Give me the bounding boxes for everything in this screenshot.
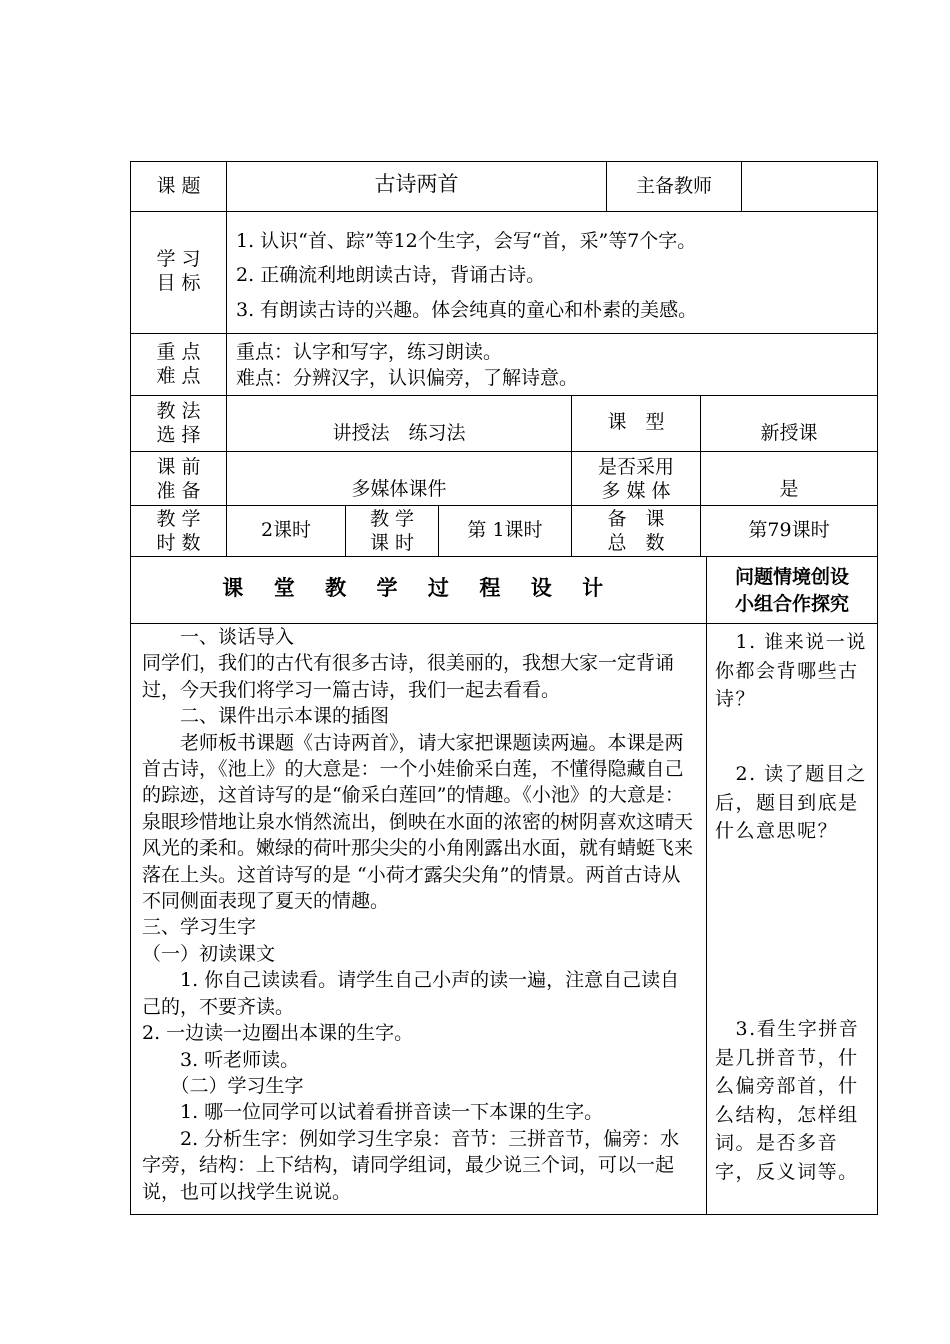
media-value: 是 xyxy=(779,478,799,500)
hours-label xyxy=(131,507,226,555)
total-label-line: 备 课 xyxy=(607,508,665,530)
type-value: 新授课 xyxy=(760,422,818,444)
method-value: 讲授法 练习法 xyxy=(332,422,466,444)
media-label-line: 多 媒 体 xyxy=(601,480,671,502)
goals-label xyxy=(131,247,226,295)
table-border xyxy=(130,505,878,506)
content-paragraph: 二、课件出示本课的插图 xyxy=(142,705,390,728)
difficult-point: 难点：分辨汉字，认识偏旁，了解诗意。 xyxy=(236,367,579,389)
content-paragraph: 三、学习生字 xyxy=(142,916,257,939)
goals-label-line: 学 习 xyxy=(156,248,201,270)
process-content xyxy=(142,624,698,1205)
prep-label-line: 课 前 xyxy=(156,456,201,478)
process-title: 课 堂 教 学 过 程 设 计 xyxy=(222,575,615,600)
total-value: 第79课时 xyxy=(748,519,830,541)
table-border xyxy=(130,161,131,1215)
content-paragraph: （一）初读课文 xyxy=(142,942,276,965)
content-paragraph: 一、谈话导入 xyxy=(142,626,295,648)
lesson-value: 第 1课时 xyxy=(467,519,543,541)
goal-item: 1. 认识“首、踪”等12个生字，会写“首，采”等7个字。 xyxy=(236,230,697,252)
key-label-line: 重 点 xyxy=(156,341,201,363)
media-label xyxy=(572,455,700,503)
content-paragraph: 3. 听老师读。 xyxy=(142,1048,300,1071)
content-paragraph: 2. 分析生字：例如学习生字泉：音节：三拼音节，偏旁：水字旁，结构：上下结构，请同学组词，最少说三个词，可以一起说，也可以找学生说说。 xyxy=(142,1127,680,1203)
table-border xyxy=(130,395,878,396)
content-paragraph: 同学们，我们的古代有很多古诗，很美丽的，我想大家一定背诵过，今天我们将学习一篇古诗，我们一起去看看。 xyxy=(142,652,675,701)
method-label xyxy=(131,399,226,447)
table-border xyxy=(706,556,707,1215)
table-border xyxy=(130,333,878,334)
table-border xyxy=(130,161,878,162)
content-paragraph: 1. 你自己读读看。请学生自己小声的读一遍，注意自己读自己的，不要齐读。 xyxy=(142,969,680,1018)
goal-item: 3. 有朗读古诗的兴趣。体会纯真的童心和朴素的美感。 xyxy=(236,299,698,321)
content-paragraph: 2. 一边读一边圈出本课的生字。 xyxy=(142,1022,414,1045)
table-border xyxy=(130,556,878,557)
prep-label xyxy=(131,455,226,503)
type-label: 课 型 xyxy=(607,411,665,433)
side-title xyxy=(707,564,877,618)
lesson-label xyxy=(346,507,438,555)
side-title-line: 小组合作探究 xyxy=(734,593,849,615)
total-label-line: 总 数 xyxy=(607,532,665,554)
hours-label-line: 时 数 xyxy=(156,532,201,554)
table-border xyxy=(130,1214,878,1215)
content-paragraph: 老师板书课题《古诗两首》，请大家把课题读两遍。本课是两首古诗，《池上》的大意是：一个小娃偷采白莲，不懂得隐藏自己的踪迹，这首诗写的是“偷采白莲回”的情趣。《小池》的大意是：泉眼珍惜地让泉水悄然流出，倒映在水面的浓密的树阴喜欢这晴天风光的柔和。嫩绿的荷叶那尖尖的小角刚露出水面，就有蜻蜓飞来落在上头。这首诗写的是 “小荷才露尖尖角”的情景。两首古诗从不同侧面表现了夏天的情趣。 xyxy=(142,731,694,913)
side-title-line: 问题情境创设 xyxy=(734,566,849,588)
method-label-line: 选 择 xyxy=(156,424,201,446)
total-label xyxy=(572,507,700,555)
teacher-label: 主备教师 xyxy=(635,175,712,197)
lesson-label-line: 课 时 xyxy=(369,532,415,554)
side-question: 3.看生字拼音是几拼音节，什么偏旁部首，什么结构，怎样组词。是否多音字，反义词等。 xyxy=(715,1018,860,1183)
key-label-line: 难 点 xyxy=(156,365,201,387)
hours-label-line: 教 学 xyxy=(156,508,201,530)
content-paragraph: （二）学习生字 xyxy=(142,1074,304,1097)
side-question: 1. 谁来说一说你都会背哪些古诗？ xyxy=(715,631,867,710)
key-label xyxy=(131,340,226,388)
method-label-line: 教 法 xyxy=(156,400,201,422)
prep-value: 多媒体课件 xyxy=(351,478,447,500)
key-point: 重点：认字和写字，练习朗读。 xyxy=(236,341,503,363)
topic-value: 古诗两首 xyxy=(374,172,459,196)
media-label-line: 是否采用 xyxy=(597,456,674,478)
content-paragraph: 1. 哪一位同学可以试着看拼音读一下本课的生字。 xyxy=(142,1101,604,1124)
table-border xyxy=(130,451,878,452)
topic-label: 课 题 xyxy=(156,175,201,197)
goal-item: 2. 正确流利地朗读古诗，背诵古诗。 xyxy=(236,264,546,286)
table-border xyxy=(877,161,878,1215)
prep-label-line: 准 备 xyxy=(156,480,201,502)
table-border xyxy=(741,161,742,212)
lesson-label-line: 教 学 xyxy=(369,508,415,530)
goals-label-line: 目 标 xyxy=(156,272,201,294)
side-question: 2. 读了题目之后，题目到底是什么意思呢？ xyxy=(715,763,867,842)
hours-value: 2课时 xyxy=(260,519,312,541)
table-border xyxy=(130,211,878,212)
